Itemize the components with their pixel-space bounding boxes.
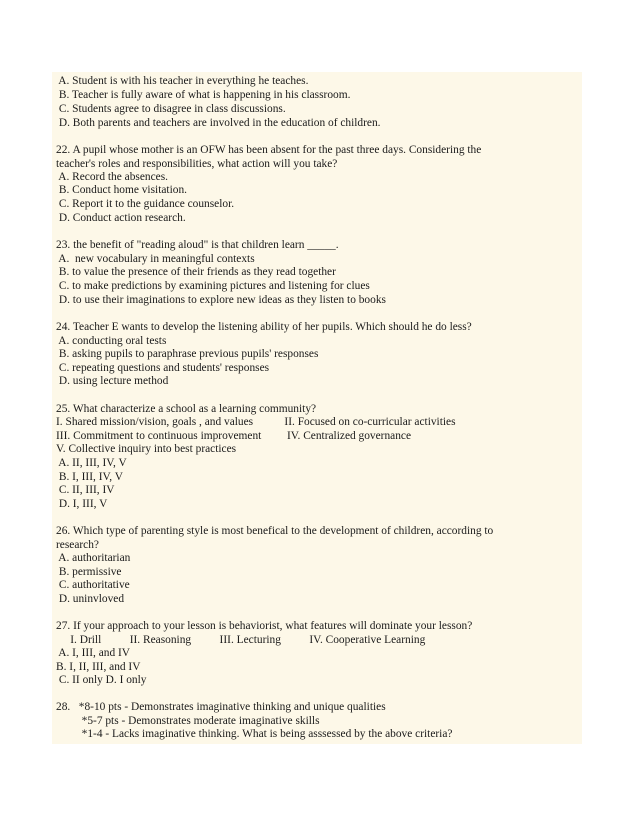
option-21d: D. Both parents and teachers are involved in the education of children. [56,117,381,129]
question-22: 22. A pupil whose mother is an OFW has been absent for the past three days. Considering the [56,144,482,156]
item-25-1: I. Shared mission/vision, goals , and values II. Focused on co-curricular activities [56,416,456,428]
option-22d: D. Conduct action research. [56,212,186,224]
question-27: 27. If your approach to your lesson is behaviorist, what features will dominate your lesson? [56,620,473,632]
option-25d: D. I, III, V [56,498,108,510]
option-25b: B. I, III, IV, V [56,471,123,483]
option-22b: B. Conduct home visitation. [56,184,187,196]
option-27b: B. I, II, III, and IV [56,661,141,673]
item-25-2: III. Commitment to continuous improvement IV. Centralized governance [56,430,412,442]
question-22-cont: teacher's roles and responsibilities, what action will you take? [56,158,338,170]
option-23a: A. new vocabulary in meaningful contexts [56,253,255,265]
option-25a: A. II, III, IV, V [56,457,127,469]
option-24d: D. using lecture method [56,375,169,387]
item-27-list: I. Drill II. Reasoning III. Lecturing IV. Cooperative Learning [56,634,426,646]
option-24c: C. repeating questions and students' responses [56,362,270,374]
option-27a: A. I, III, and IV [56,647,131,659]
option-21a: A. Student is with his teacher in everything he teaches. [56,75,309,87]
criteria-28-3: *1-4 - Lacks imaginative thinking. What is being asssessed by the above criteria? [56,728,453,740]
criteria-28-2: *5-7 pts - Demonstrates moderate imaginative skills [56,715,320,727]
option-26b: B. permissive [56,566,122,578]
option-27cd: C. II only D. I only [56,674,147,686]
question-26-cont: research? [56,539,99,551]
option-21b: B. Teacher is fully aware of what is happening in his classroom. [56,89,351,101]
question-26: 26. Which type of parenting style is most benefical to the development of children, according to [56,525,494,537]
option-26a: A. authoritarian [56,552,131,564]
option-23d: D. to use their imaginations to explore new ideas as they listen to books [56,294,386,306]
question-23: 23. the benefit of "reading aloud" is that children learn _____. [56,239,339,251]
item-25-3: V. Collective inquiry into best practices [56,443,237,455]
option-22a: A. Record the absences. [56,171,168,183]
option-23b: B. to value the presence of their friends as they read together [56,266,336,278]
option-26d: D. uninvloved [56,593,125,605]
option-22c: C. Report it to the guidance counselor. [56,198,235,210]
option-25c: C. II, III, IV [56,484,115,496]
option-24b: B. asking pupils to paraphrase previous pupils' responses [56,348,319,360]
question-25: 25. What characterize a school as a learning community? [56,403,317,415]
option-26c: C. authoritative [56,579,130,591]
question-28: 28. *8-10 pts - Demonstrates imaginative thinking and unique qualities [56,701,386,713]
question-24: 24. Teacher E wants to develop the listening ability of her pupils. Which should he do less? [56,321,472,333]
option-21c: C. Students agree to disagree in class discussions. [56,103,286,115]
option-24a: A. conducting oral tests [56,335,167,347]
option-23c: C. to make predictions by examining pictures and listening for clues [56,280,370,292]
